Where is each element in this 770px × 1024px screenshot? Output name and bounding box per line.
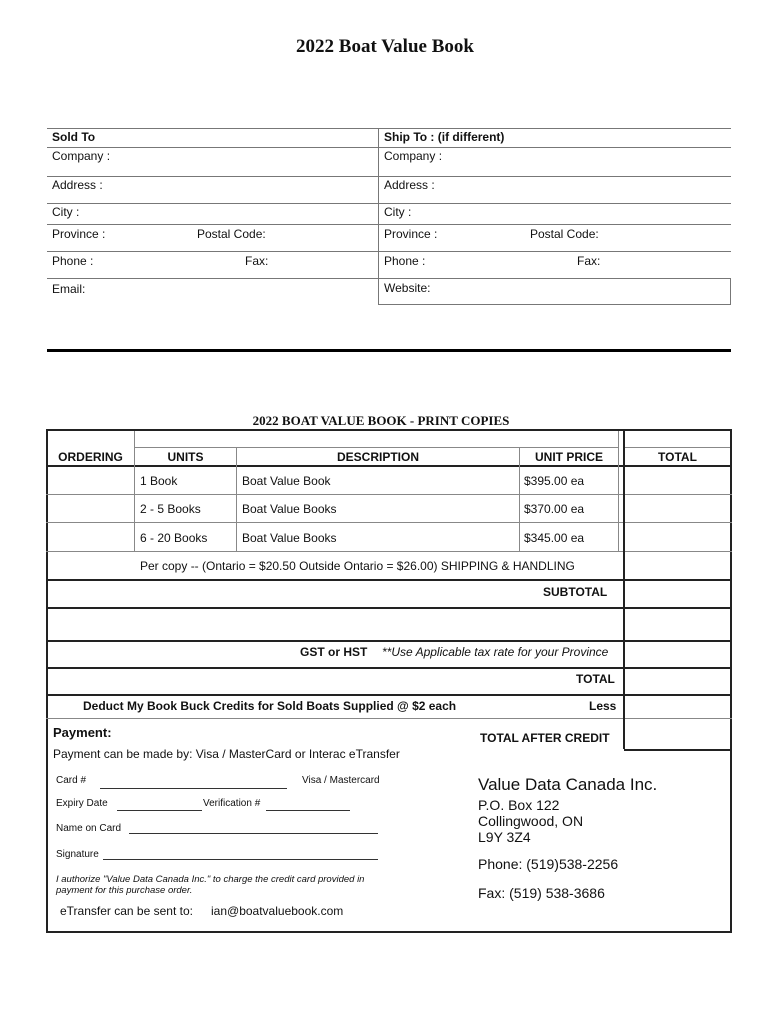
subtotal-cell[interactable]: [626, 581, 729, 606]
sold-to-city[interactable]: City :: [52, 205, 80, 219]
table-border: [46, 931, 732, 933]
total-label: TOTAL: [576, 672, 615, 686]
tax-cell[interactable]: [626, 642, 729, 666]
tax-label: GST or HST: [300, 645, 368, 659]
divider: [47, 176, 731, 177]
ship-to-address[interactable]: Address :: [384, 178, 435, 192]
ship-to-phone[interactable]: Phone :: [384, 254, 426, 268]
row-price: $395.00 ea: [524, 474, 585, 488]
grid-line: [46, 607, 732, 609]
ship-to-heading: Ship To : (if different): [384, 130, 505, 144]
name-on-card-input[interactable]: [129, 833, 378, 834]
payment-methods: Payment can be made by: Visa / MasterCard or Interac eTransfer: [53, 747, 400, 761]
shipping-label: Per copy -- (Ontario = $20.50 Outside Ontario = $26.00) SHIPPING & HANDLING: [140, 559, 575, 573]
grid-line: [134, 447, 618, 448]
ship-to-company[interactable]: Company :: [384, 149, 443, 163]
expiry-input[interactable]: [117, 810, 202, 811]
card-number-input[interactable]: [100, 788, 287, 789]
etransfer-label: eTransfer can be sent to:: [60, 904, 193, 918]
row-units: 6 - 20 Books: [140, 531, 208, 545]
order-heading: 2022 BOAT VALUE BOOK - PRINT COPIES: [252, 413, 510, 428]
section-separator: [47, 349, 731, 352]
sold-to-phone[interactable]: Phone :: [52, 254, 94, 268]
payment-heading: Payment:: [53, 725, 112, 740]
authorization-text: I authorize "Value Data Canada Inc." to charge the credit card provided in payment for this purchase order.: [56, 874, 365, 896]
signature-input[interactable]: [103, 859, 378, 860]
ship-to-fax[interactable]: Fax:: [577, 254, 601, 268]
subtotal-label: SUBTOTAL: [543, 585, 608, 599]
company-city: Collingwood, ON: [478, 813, 584, 829]
expiry-label: Expiry Date: [56, 798, 108, 809]
sold-to-postal[interactable]: Postal Code:: [197, 227, 266, 241]
grid-line: [134, 431, 135, 551]
ship-to-postal[interactable]: Postal Code:: [530, 227, 599, 241]
sold-to-heading: Sold To: [52, 130, 96, 144]
signature-label: Signature: [56, 849, 99, 860]
column-divider: [378, 128, 379, 304]
table-border: [730, 429, 732, 749]
grid-line: [624, 749, 732, 751]
divider: [47, 203, 731, 204]
page-title: 2022 Boat Value Book: [296, 36, 474, 57]
company-fax: Fax: (519) 538-3686: [478, 885, 605, 901]
row-units: 1 Book: [140, 474, 178, 488]
grid-line: [623, 431, 625, 749]
column-header-ordering: ORDERING: [58, 450, 123, 464]
etransfer-email: ian@boatvaluebook.com: [211, 904, 344, 918]
divider: [47, 224, 731, 225]
sold-to-email[interactable]: Email:: [52, 282, 86, 296]
sold-to-address[interactable]: Address :: [52, 178, 103, 192]
verification-label: Verification #: [203, 798, 261, 809]
row-price: $345.00 ea: [524, 531, 585, 545]
tax-note: **Use Applicable tax rate for your Province: [382, 645, 609, 659]
less-cell[interactable]: [626, 696, 729, 717]
table-border: [46, 429, 732, 431]
column-divider: [730, 278, 731, 304]
name-on-card-label: Name on Card: [56, 823, 122, 834]
ship-to-website[interactable]: Website:: [384, 281, 431, 295]
card-type-label: Visa / Mastercard: [302, 775, 380, 786]
less-label: Less: [589, 699, 617, 713]
total-after-credit-cell[interactable]: [626, 720, 729, 748]
ship-to-city[interactable]: City :: [384, 205, 412, 219]
company-name: Value Data Canada Inc.: [478, 775, 658, 794]
sold-to-fax[interactable]: Fax:: [245, 254, 269, 268]
column-header-description: DESCRIPTION: [336, 450, 419, 464]
divider: [47, 278, 731, 279]
column-header-total: TOTAL: [658, 450, 697, 464]
company-po-box: P.O. Box 122: [478, 797, 560, 813]
ordering-cell[interactable]: [48, 467, 133, 550]
company-postal: L9Y 3Z4: [478, 829, 531, 845]
column-header-unit-price: UNIT PRICE: [534, 450, 603, 464]
row-description: Boat Value Books: [242, 531, 337, 545]
column-header-units: UNITS: [167, 450, 204, 464]
card-number-label: Card #: [56, 775, 87, 786]
deduct-credits-label: Deduct My Book Buck Credits for Sold Boats Supplied @ $2 each: [83, 699, 457, 713]
table-border: [730, 749, 732, 932]
total-cell-3[interactable]: [626, 523, 729, 550]
shipping-total-cell[interactable]: [626, 552, 729, 578]
total-cell-1[interactable]: [626, 467, 729, 493]
row-description: Boat Value Books: [242, 502, 337, 516]
company-phone: Phone: (519)538-2256: [478, 856, 619, 872]
sold-to-company[interactable]: Company :: [52, 149, 111, 163]
total-cell-2[interactable]: [626, 495, 729, 521]
row-description: Boat Value Book: [242, 474, 331, 488]
grid-line: [624, 447, 730, 448]
total-after-credit-label: TOTAL AFTER CREDIT: [480, 731, 610, 745]
grid-line: [46, 718, 732, 719]
row-price: $370.00 ea: [524, 502, 585, 516]
sold-to-province[interactable]: Province :: [52, 227, 106, 241]
ship-to-province[interactable]: Province :: [384, 227, 438, 241]
divider: [378, 304, 731, 305]
divider: [47, 147, 731, 148]
divider: [47, 128, 731, 129]
grid-line: [618, 431, 619, 551]
verification-input[interactable]: [266, 810, 350, 811]
row-units: 2 - 5 Books: [140, 502, 201, 516]
total-cell[interactable]: [626, 669, 729, 693]
divider: [47, 251, 731, 252]
